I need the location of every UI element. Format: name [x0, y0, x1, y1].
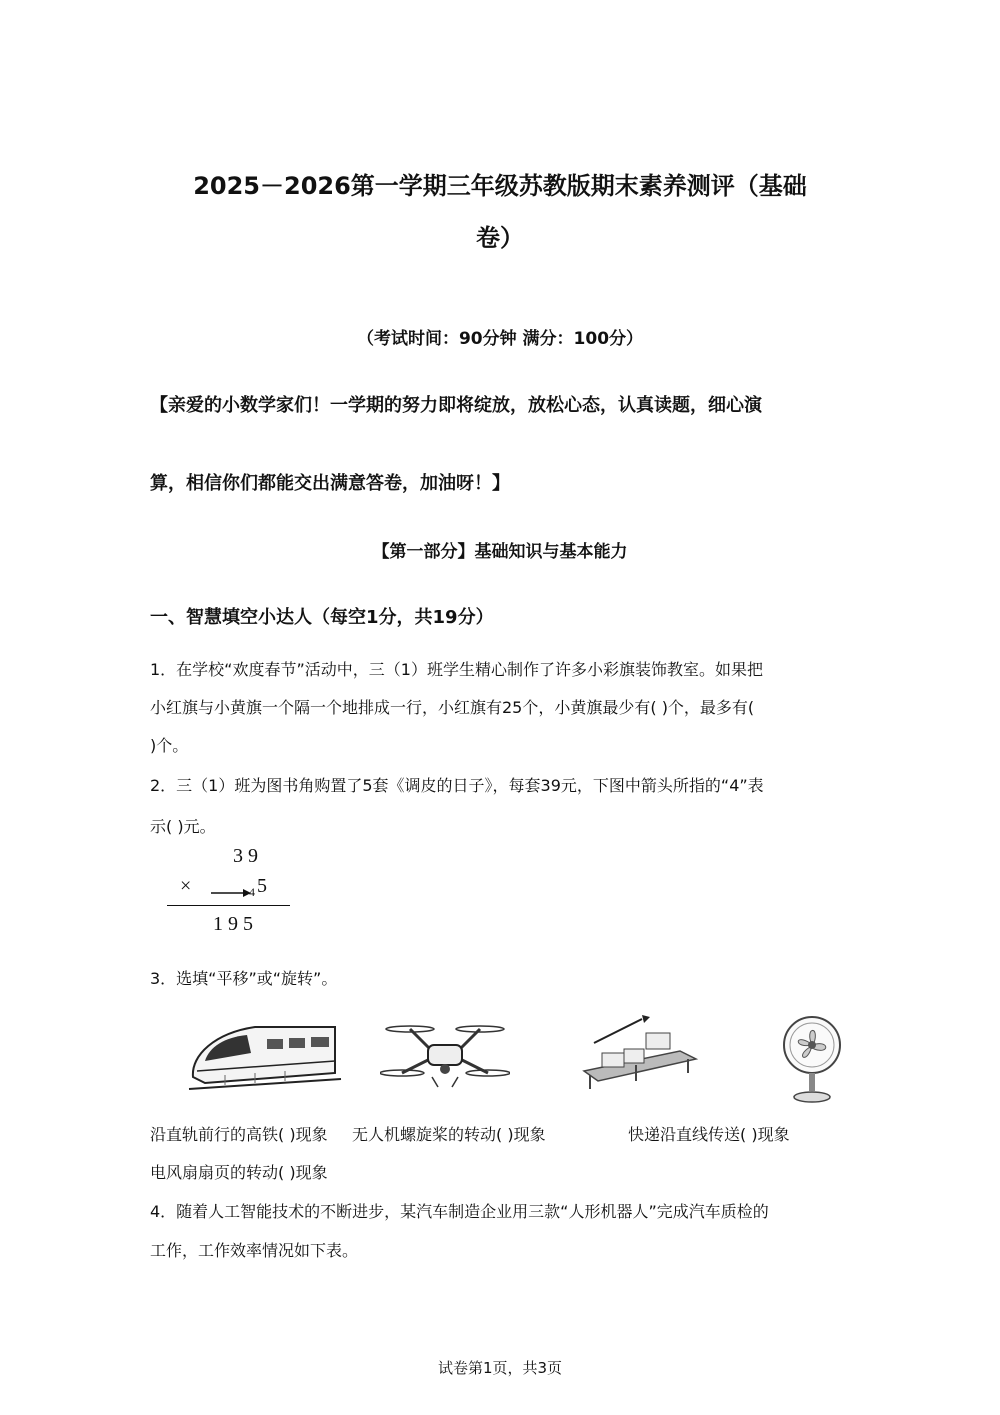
fan-icon — [780, 1015, 845, 1105]
q3-option-train: 沿直轨前行的高铁( )现象 — [150, 1125, 328, 1144]
q4-line1: 4．随着人工智能技术的不断进步，某汽车制造企业用三款“人形机器人”完成汽车质检的 — [150, 1202, 769, 1221]
q3-option-fan: 电风扇扇页的转动( )现象 — [150, 1163, 328, 1182]
arrow-icon — [211, 887, 251, 899]
q3-option-conveyor: 快递沿直线传送( )现象 — [628, 1125, 790, 1144]
product: 1 9 5 — [213, 913, 253, 935]
q1-line1: 1．在学校“欢度春节”活动中，三（1）班学生精心制作了许多小彩旗装饰教室。如果把 — [150, 660, 763, 679]
q4-line2: 工作，工作效率情况如下表。 — [150, 1241, 359, 1260]
q2-line1: 2．三（1）班为图书角购置了5套《调皮的日子》，每套39元，下图中箭头所指的“4”表 — [150, 776, 764, 795]
greeting-line2: 算，相信你们都能交出满意答卷，加油呀！】 — [150, 473, 510, 494]
section1-heading: 一、智慧填空小达人（每空1分，共19分） — [150, 607, 494, 628]
train-icon — [185, 1015, 345, 1095]
q1-line2: 小红旗与小黄旗一个隔一个地排成一行，小红旗有25个，小黄旗最少有( )个，最多有( — [150, 698, 755, 717]
page-title-line1: 2025－2026第一学期三年级苏教版期末素养测评（基础 — [193, 172, 807, 200]
conveyor-icon — [580, 1015, 700, 1090]
q3-line1: 3．选填“平移”或“旋转”。 — [150, 969, 338, 988]
calc-divider — [167, 905, 290, 906]
multiplier: 5 — [257, 875, 267, 897]
q2-line2: 示( )元。 — [150, 817, 216, 836]
exam-info: （考试时间：90分钟 满分：100分） — [356, 329, 644, 349]
q3-option-drone: 无人机螺旋桨的转动( )现象 — [352, 1125, 546, 1144]
q1-line3: )个。 — [150, 736, 189, 755]
vertical-multiplication — [165, 845, 295, 940]
multiplicand: 3 9 — [233, 845, 258, 867]
drone-icon — [380, 1015, 510, 1095]
greeting-line1: 【亲爱的小数学家们！一学期的努力即将绽放，放松心态，认真读题，细心演 — [150, 395, 762, 416]
page-footer: 试卷第1页，共3页 — [437, 1359, 563, 1377]
part-heading: 【第一部分】基础知识与基本能力 — [372, 542, 628, 562]
page-title-line2: 卷） — [476, 224, 524, 252]
multiply-sign: × — [180, 875, 192, 897]
arrow-target-digit: 4 — [249, 885, 255, 899]
